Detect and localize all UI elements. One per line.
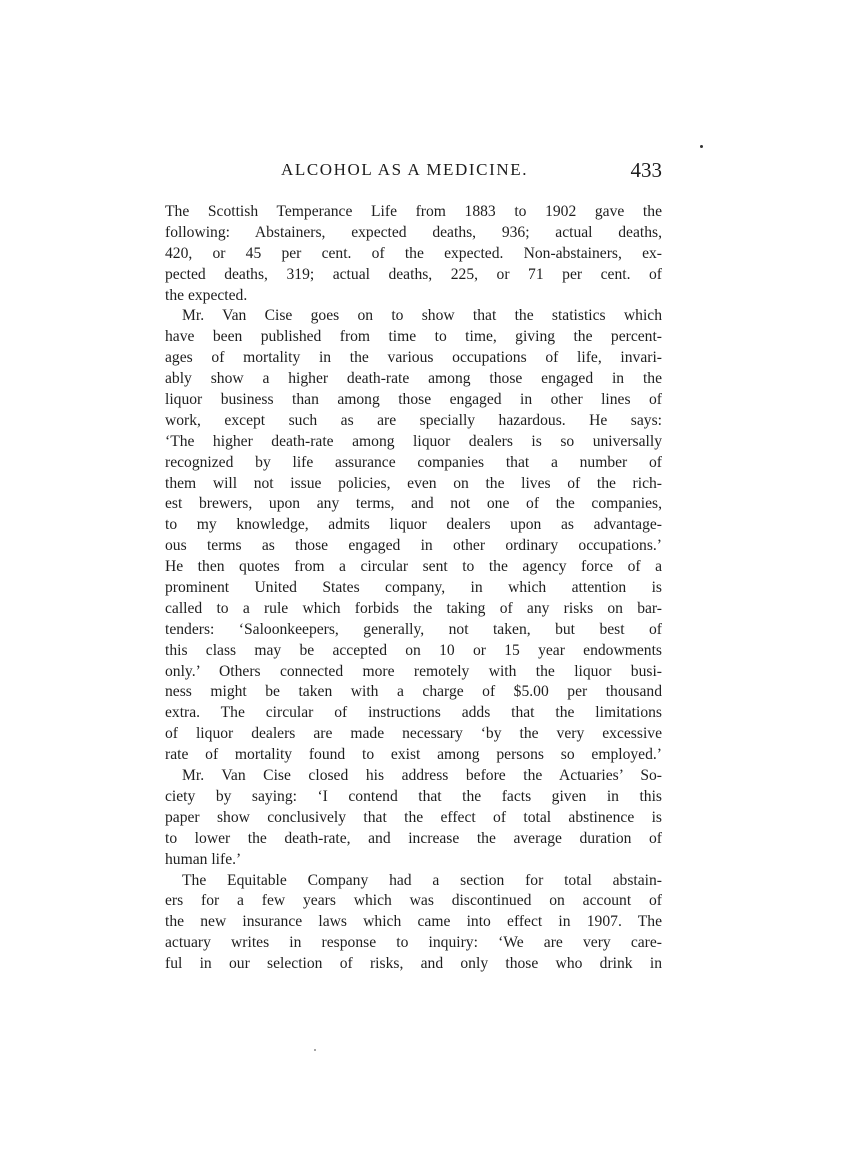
text-line: to lower the death-rate, and increase the average duration of <box>165 829 662 847</box>
text-line: prominent United States company, in which attention is <box>165 579 662 597</box>
text-line: ‘The higher death-rate among liquor dealers is so universally <box>165 432 662 450</box>
text-line: to my knowledge, admits liquor dealers upon as advantage- <box>165 516 662 534</box>
text-line: ous terms as those engaged in other ordinary occupations.’ <box>165 537 662 555</box>
text-line: rate of mortality found to exist among persons so employed.’ <box>165 746 662 764</box>
text-line: actuary writes in response to inquiry: ‘We are very care- <box>165 934 662 952</box>
text-line: called to a rule which forbids the taking of any risks on bar- <box>165 599 662 617</box>
text-line: following: Abstainers, expected deaths, 936; actual deaths, <box>165 223 662 241</box>
text-line: tenders: ‘Saloonkeepers, generally, not taken, but best of <box>165 620 662 638</box>
text-line: work, except such as are specially hazardous. He says: <box>165 411 662 429</box>
text-line: them will not issue policies, even on the lives of the rich- <box>165 474 662 492</box>
page-number: 433 <box>630 158 662 182</box>
text-line: ful in our selection of risks, and only those who drink in <box>165 955 662 973</box>
text-line: this class may be accepted on 10 or 15 year endowments <box>165 641 662 659</box>
text-line: of liquor dealers are made necessary ‘by the very excessive <box>165 725 662 743</box>
text-line: est brewers, upon any terms, and not one of the companies, <box>165 495 662 513</box>
page-header <box>164 158 664 186</box>
text-line: ers for a few years which was discontinued on account of <box>165 892 662 910</box>
text-line: recognized by life assurance companies that a number of <box>165 453 662 471</box>
text-line: ciety by saying: ‘I contend that the facts given in this <box>165 787 662 805</box>
text-line: The Equitable Company had a section for total abstain- <box>182 871 662 889</box>
text-line: ness might be taken with a charge of $5.00 per thousand <box>165 683 662 701</box>
text-line: liquor business than among those engaged in other lines of <box>165 391 662 409</box>
text-line: ably show a higher death-rate among those engaged in the <box>165 370 662 388</box>
text-line: have been published from time to time, giving the percent- <box>165 328 662 346</box>
text-line: pected deaths, 319; actual deaths, 225, or 71 per cent. of <box>165 265 662 283</box>
text-line: The Scottish Temperance Life from 1883 to 1902 gave the <box>165 203 662 220</box>
body-text <box>165 202 662 975</box>
print-speck <box>314 1049 316 1051</box>
text-line: extra. The circular of instructions adds that the limitations <box>165 704 662 722</box>
running-title: ALCOHOL AS A MEDICINE. <box>281 160 529 179</box>
text-line: only.’ Others connected more remotely with the liquor busi- <box>165 662 662 680</box>
text-line: Mr. Van Cise closed his address before the Actuaries’ So- <box>182 767 662 785</box>
text-line: paper show conclusively that the effect of total abstinence is <box>165 808 662 826</box>
text-line: ages of mortality in the various occupations of life, invari- <box>165 349 662 367</box>
text-line: the expected. <box>165 286 248 304</box>
text-line: human life.’ <box>165 850 242 868</box>
print-speck <box>700 145 703 148</box>
text-line: He then quotes from a circular sent to the agency force of a <box>165 558 662 576</box>
text-line: Mr. Van Cise goes on to show that the statistics which <box>182 307 662 325</box>
text-line: 420, or 45 per cent. of the expected. Non-abstainers, ex- <box>165 244 662 262</box>
text-line: the new insurance laws which came into effect in 1907. The <box>165 913 662 931</box>
